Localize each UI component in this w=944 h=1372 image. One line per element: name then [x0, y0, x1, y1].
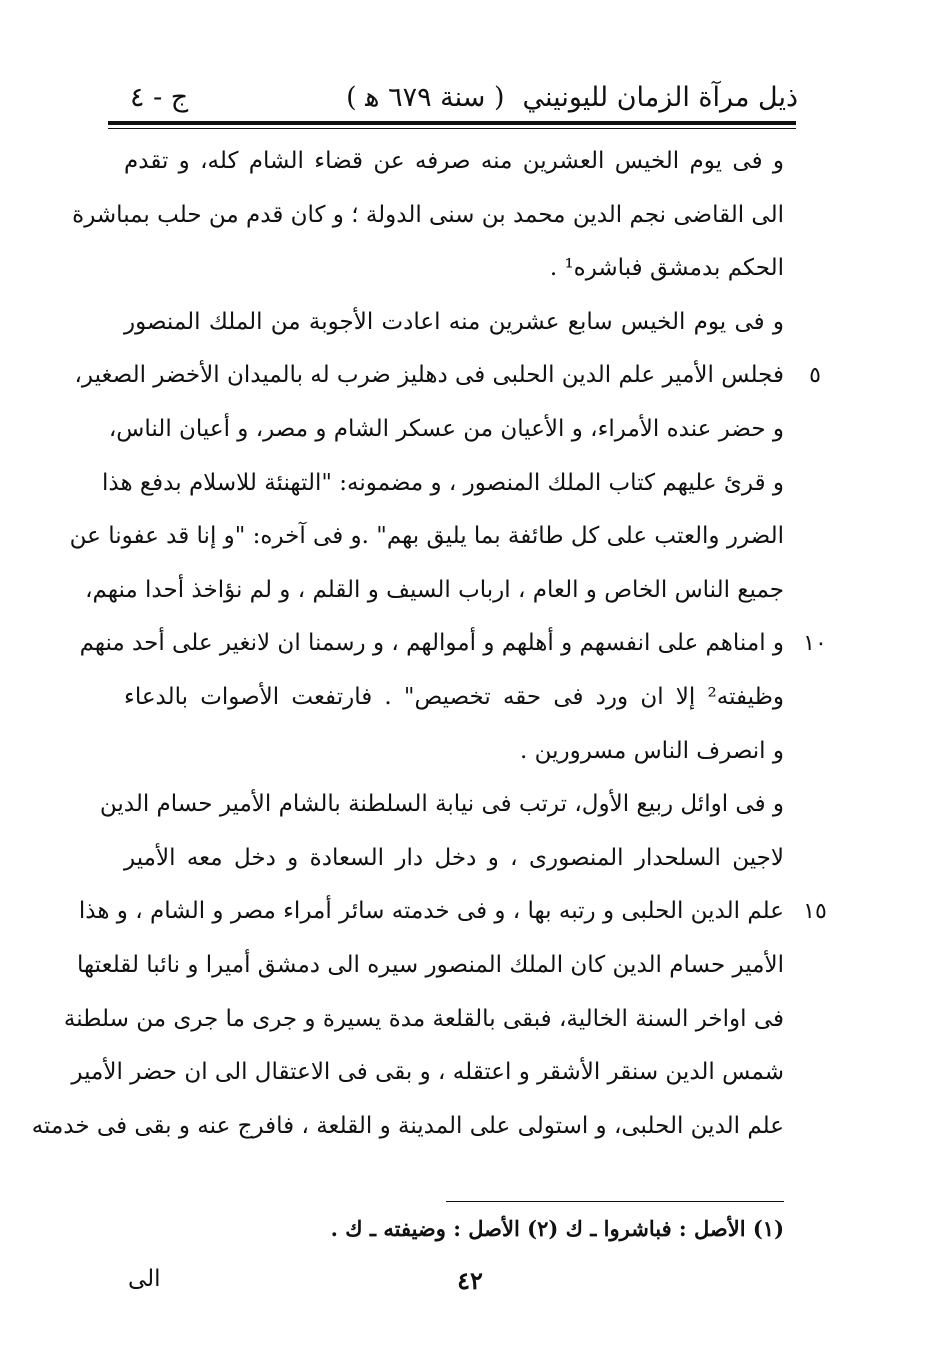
- body-text: [31, 135, 784, 1153]
- text-line: و فى يوم الخيس العشرين منه صرفه عن قضاء الشام كله، و تقدم: [124, 148, 784, 174]
- line-number: ١٥: [803, 899, 827, 925]
- text-line: و حضر عنده الأمراء، و الأعيان من عسكر الشام و مصر، و أعيان الناس،: [108, 415, 784, 442]
- text-line: الأمير حسام الدين كان الملك المنصور سيره الى دمشق أميرا و نائبا لقلعتها: [77, 951, 784, 978]
- text-line: الضرر والعتب على كل طائفة بما يليق بهم" .و فى آخره: "و إنا قد عفونا عن: [69, 523, 784, 550]
- running-head: [130, 74, 798, 120]
- text-line: و فى اوائل ربيع الأول، ترتب فى نيابة السلطنة بالشام الأمير حسام الدين: [99, 791, 784, 818]
- text-line: وظيفته² إلا ان ورد فى حقه تخصيص" . فارتفعت الأصوات بالدعاء: [124, 683, 784, 710]
- volume-label: ج - ٤: [130, 81, 189, 113]
- text-line: فى اواخر السنة الخالية، فبقى بالقلعة مدة يسيرة و جرى ما جرى من سلطنة: [63, 1005, 784, 1032]
- text-line: الى القاضى نجم الدين محمد بن سنى الدولة ؛ و كان قدم من حلب بمباشرة: [72, 201, 784, 228]
- text-line: شمس الدين سنقر الأشقر و اعتقله ، و بقى فى الاعتقال الى ان حضر الأمير: [71, 1059, 784, 1086]
- text-line: جميع الناس الخاص و العام ، ارباب السيف و القلم ، و لم نؤاخذ أحدا منهم،: [85, 576, 784, 603]
- text-line: فجلس الأمير علم الدين الحلبى فى دهليز ضرب له بالميدان الأخضر الصغير،: [74, 362, 784, 389]
- text-line: علم الدين الحلبى، و استولى على المدينة و القلعة ، فافرج عنه و بقى فى خدمته: [31, 1112, 784, 1139]
- header-rule-thin: [108, 128, 796, 129]
- year-label: ( سنة ٦٧٩ ﻫ ): [346, 81, 505, 113]
- text-line: لاجين السلحدار المنصورى ، و دخل دار السعادة و دخل معه الأمير: [124, 844, 784, 871]
- header-rule-thick: [108, 121, 796, 125]
- page-number: ٤٢: [457, 1266, 483, 1295]
- line-number: ٥: [809, 363, 821, 389]
- text-line: و امناهم على انفسهم و أهلهم و أموالهم ، و رسمنا ان لانغير على أحد منهم: [79, 630, 784, 657]
- footnote-rule: [446, 1201, 784, 1202]
- text-line: و فى يوم الخيس سابع عشرين منه اعادت الأجوبة من الملك المنصور: [124, 308, 784, 335]
- text-line: علم الدين الحلبى و رتبه بها ، و فى خدمته سائر أمراء مصر و الشام ، و هذا: [78, 898, 784, 925]
- text-line: و قرئ عليهم كتاب الملك المنصور ، و مضمونه: "التهنئة للاسلام بدفع هذا: [102, 469, 784, 496]
- book-title: ذيل مرآة الزمان لليونيني: [522, 81, 798, 113]
- text-line: الحكم بدمشق فباشره¹ .: [549, 255, 784, 282]
- footnote: (١) الأصل : فباشروا ـ ك (٢) الأصل : وضيفته ـ ك .: [330, 1216, 784, 1241]
- text-line: و انصرف الناس مسرورين .: [519, 737, 784, 764]
- line-number: ١٠: [803, 631, 827, 657]
- catchword: الى: [128, 1266, 161, 1292]
